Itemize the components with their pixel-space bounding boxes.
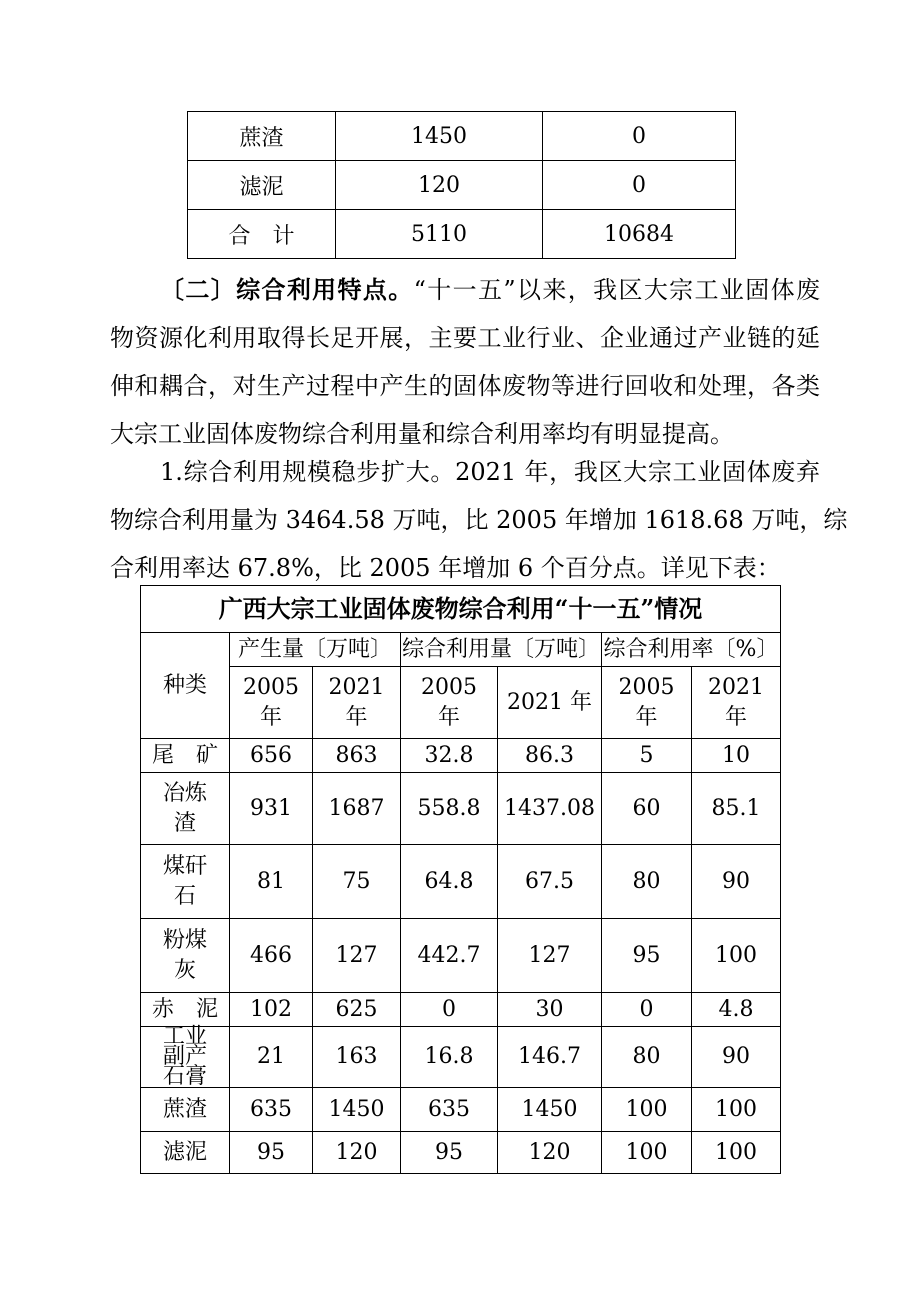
table-row [141,739,781,773]
paragraph-line: 合利用率达 67.8%，比 2005 年增加 6 个百分点。详见下表： [110,554,781,582]
table-row [141,1088,781,1132]
value-cell: 32.8 [401,739,498,773]
kind-cell: 尾 矿 [141,739,230,773]
value-cell: 558.8 [401,773,498,845]
table-cell: 滤泥 [188,161,336,210]
value-cell: 21 [230,1027,313,1088]
value-cell: 146.7 [498,1027,602,1088]
year-header: 2005 年 [401,667,498,739]
value-cell: 120 [498,1132,602,1174]
paragraph-line: 物综合利用量为 3464.58 万吨，比 2005 年增加 1618.68 万吨，综 [110,506,848,534]
top-table [187,111,736,259]
item-1-paragraph [110,448,848,592]
value-cell: 100 [692,1088,781,1132]
value-cell: 5 [602,739,692,773]
value-cell: 60 [602,773,692,845]
paragraph-line: “十一五”以来，我区大宗工业固体废 [413,276,820,304]
value-cell: 635 [401,1088,498,1132]
value-cell: 625 [313,993,401,1027]
value-cell: 1437.08 [498,773,602,845]
section-2-heading: 〔二〕综合利用特点。 [160,275,414,304]
value-cell: 10 [692,739,781,773]
table-row [188,112,736,161]
section-2-paragraph [110,266,820,458]
value-cell: 1687 [313,773,401,845]
table-row [141,993,781,1027]
table-cell: 10684 [543,210,736,259]
year-header: 2021 年 [313,667,401,739]
value-cell: 90 [692,1027,781,1088]
table-row [141,1132,781,1174]
value-cell: 64.8 [401,845,498,919]
table-cell: 1450 [336,112,543,161]
value-cell: 95 [602,919,692,993]
utilization-table [140,585,781,1174]
value-cell: 163 [313,1027,401,1088]
kind-cell: 蔗渣 [141,1088,230,1132]
value-cell: 1450 [498,1088,602,1132]
table-cell: 0 [543,161,736,210]
kind-cell: 粉煤 灰 [141,919,230,993]
value-cell: 466 [230,919,313,993]
value-cell: 656 [230,739,313,773]
table-cell: 蔗渣 [188,112,336,161]
value-cell: 85.1 [692,773,781,845]
value-cell: 442.7 [401,919,498,993]
value-cell: 635 [230,1088,313,1132]
table-row [188,210,736,259]
value-cell: 127 [498,919,602,993]
value-cell: 100 [692,919,781,993]
table-row [141,773,781,845]
value-cell: 100 [602,1088,692,1132]
paragraph-line: 大宗工业固体废物综合利用量和综合利用率均有明显提高。 [110,420,734,448]
group-header: 产生量〔万吨〕 [230,633,401,667]
value-cell: 67.5 [498,845,602,919]
value-cell: 931 [230,773,313,845]
group-header: 综合利用量〔万吨〕 [401,633,602,667]
table-row [141,919,781,993]
value-cell: 127 [313,919,401,993]
value-cell: 95 [230,1132,313,1174]
year-header: 2021 年 [498,667,602,739]
paragraph-line: 1.综合利用规模稳步扩大。2021 年，我区大宗工业固体废弃 [160,458,820,486]
table-cell: 120 [336,161,543,210]
value-cell: 100 [602,1132,692,1174]
value-cell: 1450 [313,1088,401,1132]
year-header: 2021 年 [692,667,781,739]
year-header: 2005 年 [602,667,692,739]
paragraph-line: 物资源化利用取得长足开展，主要工业行业、企业通过产业链的延 [110,324,820,352]
value-cell: 80 [602,845,692,919]
table-row [141,845,781,919]
value-cell: 81 [230,845,313,919]
total-label: 合计 [228,223,317,249]
value-cell: 0 [401,993,498,1027]
paragraph-line: 伸和耦合，对生产过程中产生的固体废物等进行回收和处理，各类 [110,372,820,400]
value-cell: 30 [498,993,602,1027]
value-cell: 100 [692,1132,781,1174]
value-cell: 863 [313,739,401,773]
kind-cell: 煤矸 石 [141,845,230,919]
value-cell: 86.3 [498,739,602,773]
group-header: 综合利用率〔%〕 [602,633,781,667]
kind-cell: 滤泥 [141,1132,230,1174]
table-title: 广西大宗工业固体废物综合利用“十一五”情况 [141,586,781,633]
value-cell: 90 [692,845,781,919]
value-cell: 120 [313,1132,401,1174]
table-cell: 5110 [336,210,543,259]
year-header: 2005 年 [230,667,313,739]
value-cell: 102 [230,993,313,1027]
value-cell: 95 [401,1132,498,1174]
value-cell: 4.8 [692,993,781,1027]
table-cell: 0 [543,112,736,161]
value-cell: 80 [602,1027,692,1088]
kind-cell: 冶炼 渣 [141,773,230,845]
table-row [141,1027,781,1088]
column-header-kind: 种类 [141,633,230,739]
table-row [188,161,736,210]
value-cell: 16.8 [401,1027,498,1088]
value-cell: 0 [602,993,692,1027]
value-cell: 75 [313,845,401,919]
kind-cell: 赤 泥 [141,993,230,1027]
kind-cell: 工业 副产 石膏 [141,1027,230,1088]
